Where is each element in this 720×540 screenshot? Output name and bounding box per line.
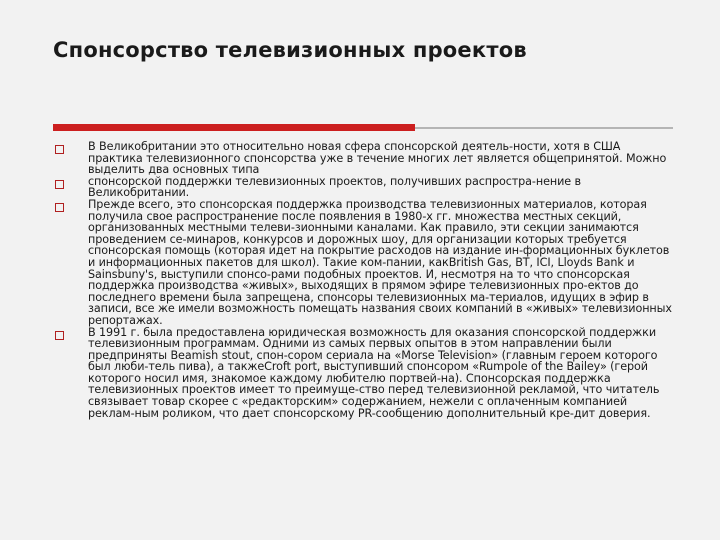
- title-divider-line: [415, 127, 673, 129]
- square-bullet-icon: [55, 180, 64, 189]
- bullet-text: В Великобритании это относительно новая сфера спонсорской деятель-ности, хотя в США практика телевизионного спонсорства уже в течение многих лет является общепринятой. Можно выделить два основных типа: [88, 140, 667, 177]
- bullet-item: [50, 176, 675, 199]
- bullet-item: [50, 199, 675, 327]
- square-bullet-icon: [55, 331, 64, 340]
- bullet-text: Прежде всего, это спонсорская поддержка производства телевизионных материалов, которая получила свое распространение после появления в 1980-х гг. множества местных секций, организованных местными телеви-зионными каналами. Как правило, эти секции занимаются проведением се-минаров, конкурсов и дорожных шоу, для организации которых требуется спонсорская помощь (которая идет на покрытие расходов на издание ин-формационных буклетов и информационных пакетов для школ). Такие ком-пании, какBritish Gas, BT, ICI, Lloyds Bank и Sainsbuny's, выступили спонсо-рами подобных проектов. И, несмотря на то что спонсорская поддержка производства «живых», выходящих в прямом эфире телевизионных про-ектов до последнего времени была запрещена, спонсоры телевизионных ма-териалов, идущих в эфир в записи, все же имели возможность помещать названия своих компаний в «живых» телевизионных репортажах.: [88, 197, 672, 327]
- bullet-text: спонсорской поддержки телевизионных проектов, получивших распростра-нение в Великобритании.: [88, 174, 581, 200]
- square-bullet-icon: [55, 145, 64, 154]
- title-accent-bar: [53, 124, 415, 131]
- square-bullet-icon: [55, 203, 64, 212]
- bullet-item: [50, 141, 675, 176]
- bullet-text: В 1991 г. была предоставлена юридическая возможность для оказания спонсорской поддержки телевизионным программам. Одними из самых первых опытов в этом направлении были предприняты Beamish stout, спон-сором сериала на «Morse Television» (главным героем которого был люби-тель пива), а такжеCroft port, выступивший спонсором «Rumpole of the Bailey» (герой которого носил имя, знакомое каждому любителю портвей-на). Спонсорская поддержка телевизионных проектов имеет то преимуще-ство перед телевизионной рекламой, что читатель связывает товар скорее с «редакторским» содержанием, нежели с оплаченным компанией реклам-ным роликом, что дает спонсорскому PR-сообщению дополнительный кре-дит доверия.: [88, 325, 660, 420]
- bullet-item: [50, 327, 675, 420]
- slide-body: [50, 141, 675, 419]
- slide-title: Спонсорство телевизионных проектов: [53, 38, 527, 62]
